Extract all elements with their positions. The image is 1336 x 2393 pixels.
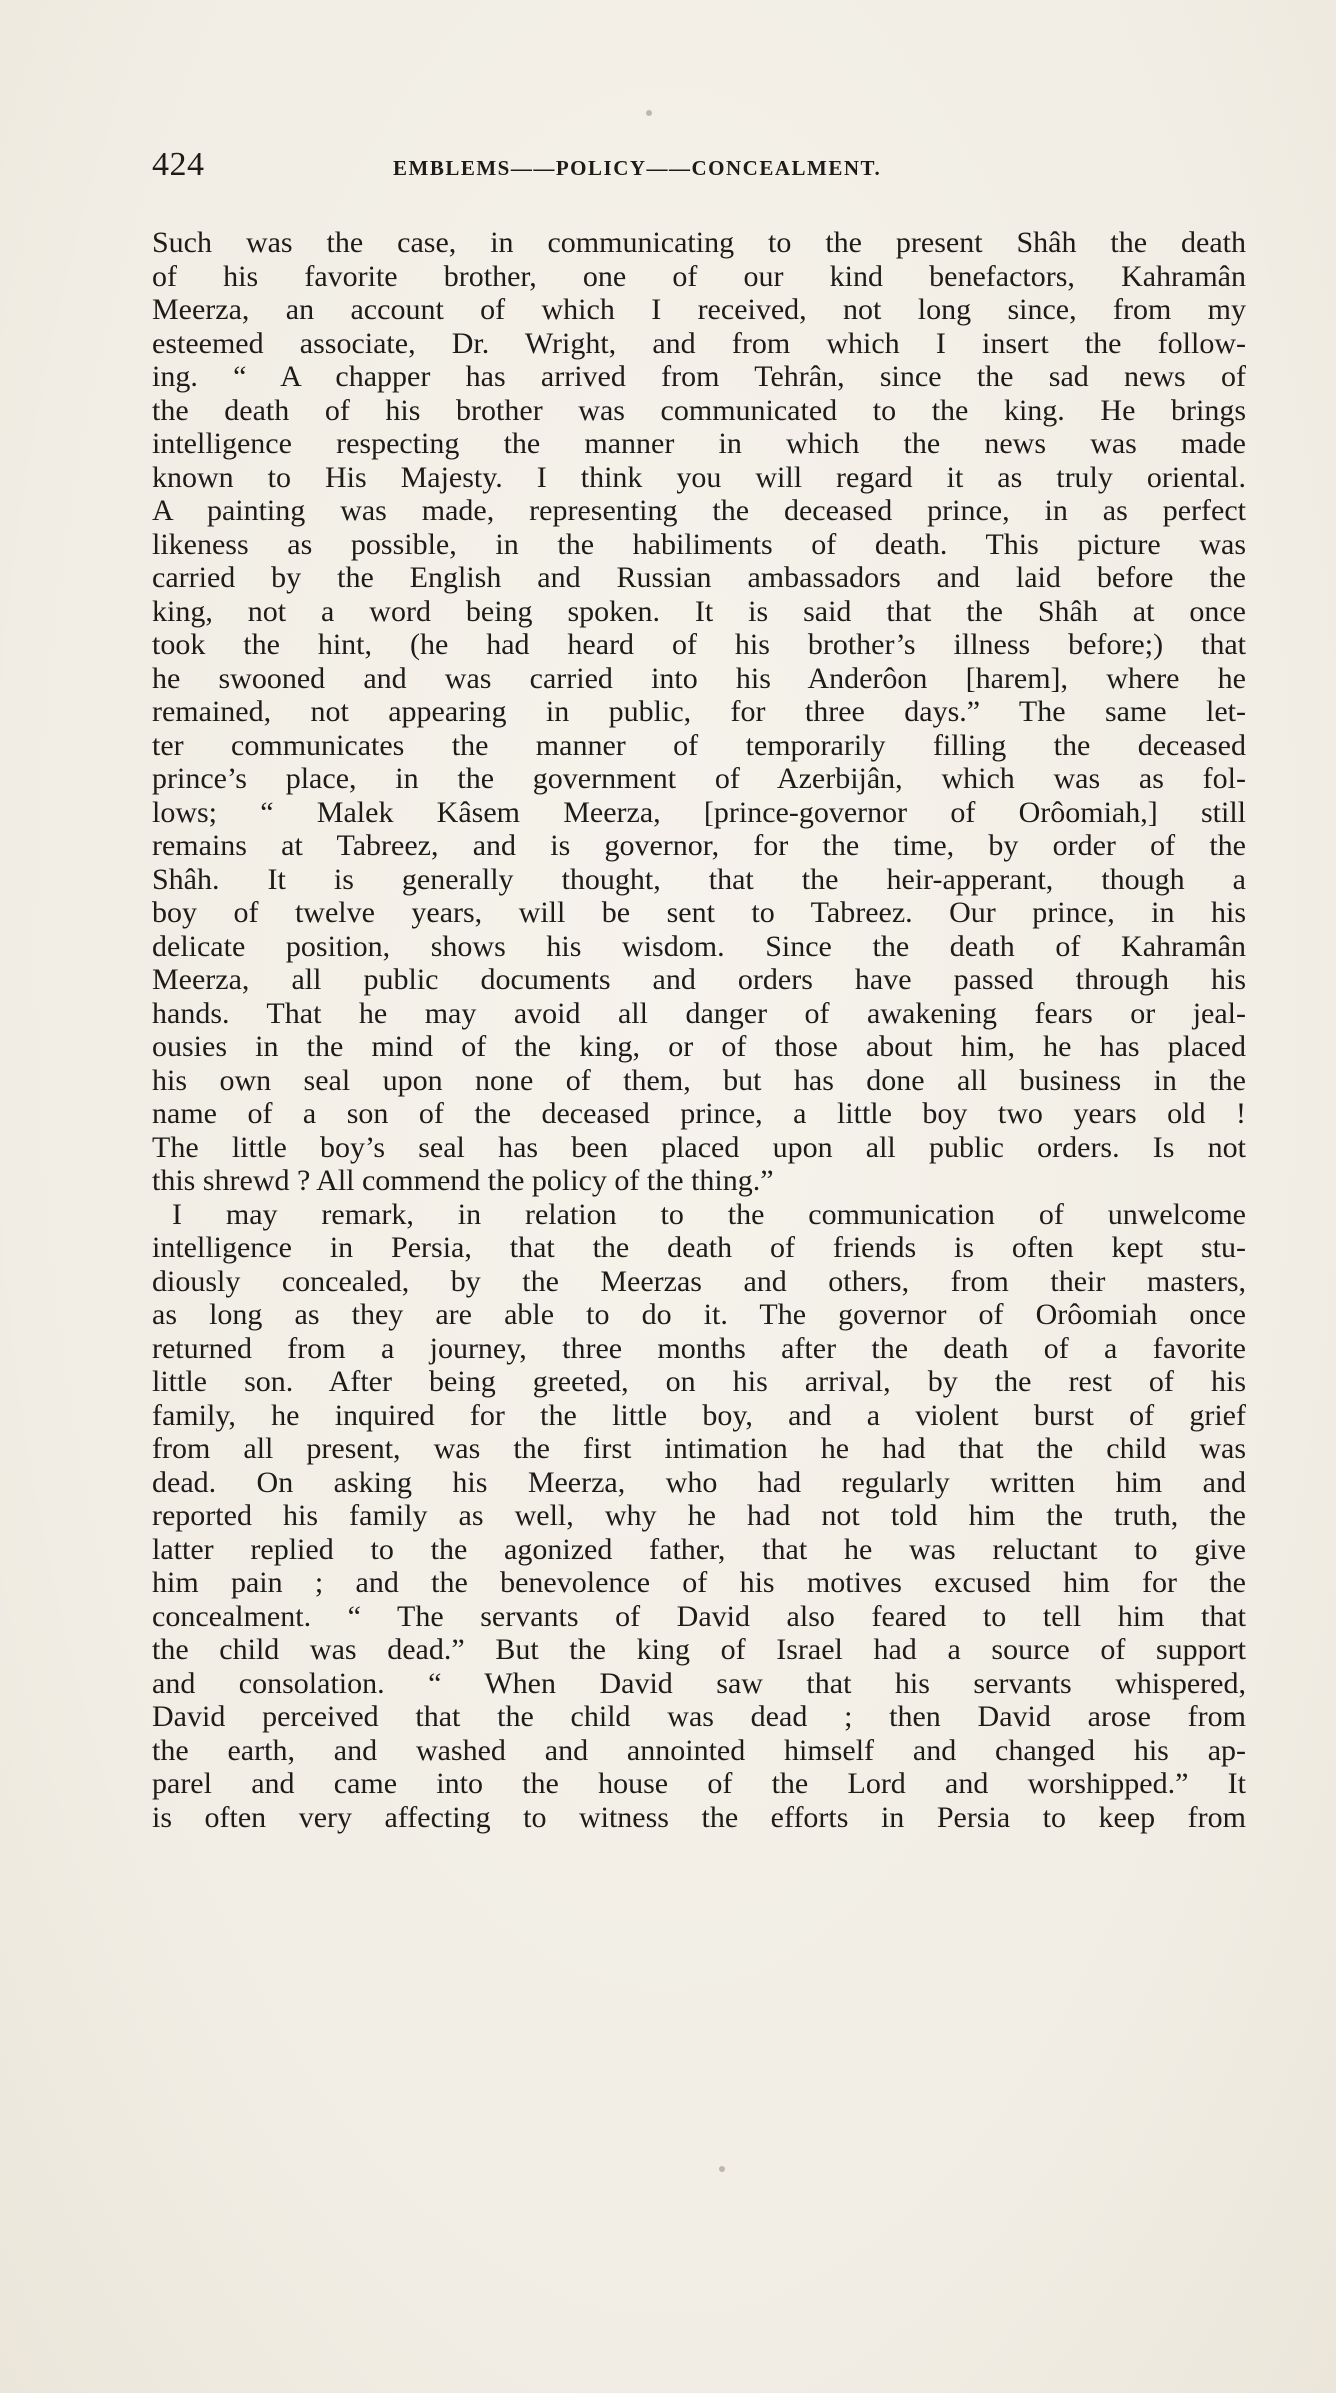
text-line: the death of his brother was communicated to the king. He brings [152, 393, 1246, 427]
text-line: the earth, and washed and annointed himself and changed his ap- [152, 1733, 1246, 1767]
text-line: The little boy’s seal has been placed upon all public orders. Is not [152, 1130, 1246, 1164]
text-line: hands. That he may avoid all danger of awakening fears or jeal- [152, 996, 1246, 1030]
text-line: returned from a journey, three months after the death of a favorite [152, 1331, 1246, 1365]
text-line: is often very affecting to witness the efforts in Persia to keep from [152, 1800, 1246, 1834]
text-line: carried by the English and Russian ambassadors and laid before the [152, 561, 1246, 594]
text-line: known to His Majesty. I think you will regard it as truly oriental. [152, 460, 1246, 494]
text-line: lows; “ Malek Kâsem Meerza, [prince-governor of Orôomiah,] still [152, 795, 1246, 829]
text-line: I may remark, in relation to the communication of unwelcome [172, 1197, 1246, 1231]
text-line: esteemed associate, Dr. Wright, and from which I insert the follow- [152, 326, 1246, 360]
text-line: delicate position, shows his wisdom. Since the death of Kahramân [152, 929, 1246, 963]
text-line: ter communicates the manner of temporarily filling the deceased [152, 728, 1246, 762]
text-line: intelligence in Persia, that the death of friends is often kept stu- [152, 1231, 1246, 1264]
text-line: parel and came into the house of the Lord and worshipped.” It [152, 1767, 1246, 1800]
page-header [152, 140, 1032, 190]
text-line: remained, not appearing in public, for three days.” The same let- [152, 695, 1246, 728]
text-line: ousies in the mind of the king, or of those about him, he has placed [152, 1030, 1246, 1063]
text-line: little son. After being greeted, on his arrival, by the rest of his [152, 1365, 1246, 1398]
text-line: of his favorite brother, one of our kind benefactors, Kahramân [152, 259, 1246, 293]
text-line: as long as they are able to do it. The governor of Orôomiah once [152, 1298, 1246, 1331]
text-line: A painting was made, representing the deceased prince, in as perfect [152, 494, 1246, 527]
running-head: EMBLEMS——POLICY——CONCEALMENT. [393, 156, 882, 180]
text-line: dead. On asking his Meerza, who had regularly written him and [152, 1465, 1246, 1499]
page-number: 424 [152, 146, 205, 183]
paper-speck [646, 110, 652, 116]
text-line: he swooned and was carried into his Anderôon [harem], where he [152, 661, 1246, 695]
text-line: from all present, was the first intimation he had that the child was [152, 1432, 1246, 1465]
text-line: concealment. “ The servants of David also feared to tell him that [152, 1599, 1246, 1633]
text-line: Meerza, all public documents and orders have passed through his [152, 963, 1246, 996]
text-line: intelligence respecting the manner in which the news was made [152, 427, 1246, 460]
text-line: David perceived that the child was dead ; then David arose from [152, 1700, 1246, 1733]
text-line: name of a son of the deceased prince, a little boy two years old ! [152, 1097, 1246, 1130]
text-line: remains at Tabreez, and is governor, for the time, by order of the [152, 829, 1246, 862]
body-text [152, 226, 1246, 1834]
text-line: diously concealed, by the Meerzas and others, from their masters, [152, 1264, 1246, 1298]
text-line: prince’s place, in the government of Azerbijân, which was as fol- [152, 762, 1246, 795]
text-line: likeness as possible, in the habiliments of death. This picture was [152, 527, 1246, 561]
paper-speck [719, 2166, 725, 2172]
text-line: him pain ; and the benevolence of his motives excused him for the [152, 1566, 1246, 1599]
text-line: Such was the case, in communicating to the present Shâh the death [152, 226, 1246, 259]
text-line: boy of twelve years, will be sent to Tabreez. Our prince, in his [152, 896, 1246, 929]
text-line: ing. “ A chapper has arrived from Tehrân, since the sad news of [152, 360, 1246, 393]
text-line: this shrewd ? All commend the policy of the thing.” [152, 1164, 774, 1197]
text-line: Shâh. It is generally thought, that the heir-apperant, though a [152, 862, 1246, 896]
text-line: his own seal upon none of them, but has done all business in the [152, 1063, 1246, 1097]
text-line: reported his family as well, why he had not told him the truth, the [152, 1499, 1246, 1532]
text-line: took the hint, (he had heard of his brother’s illness before;) that [152, 628, 1246, 661]
text-line: latter replied to the agonized father, that he was reluctant to give [152, 1532, 1246, 1566]
text-line: king, not a word being spoken. It is said that the Shâh at once [152, 594, 1246, 628]
text-line: the child was dead.” But the king of Israel had a source of support [152, 1633, 1246, 1666]
text-line: Meerza, an account of which I received, not long since, from my [152, 293, 1246, 326]
text-line: family, he inquired for the little boy, and a violent burst of grief [152, 1398, 1246, 1432]
text-line: and consolation. “ When David saw that his servants whispered, [152, 1666, 1246, 1700]
